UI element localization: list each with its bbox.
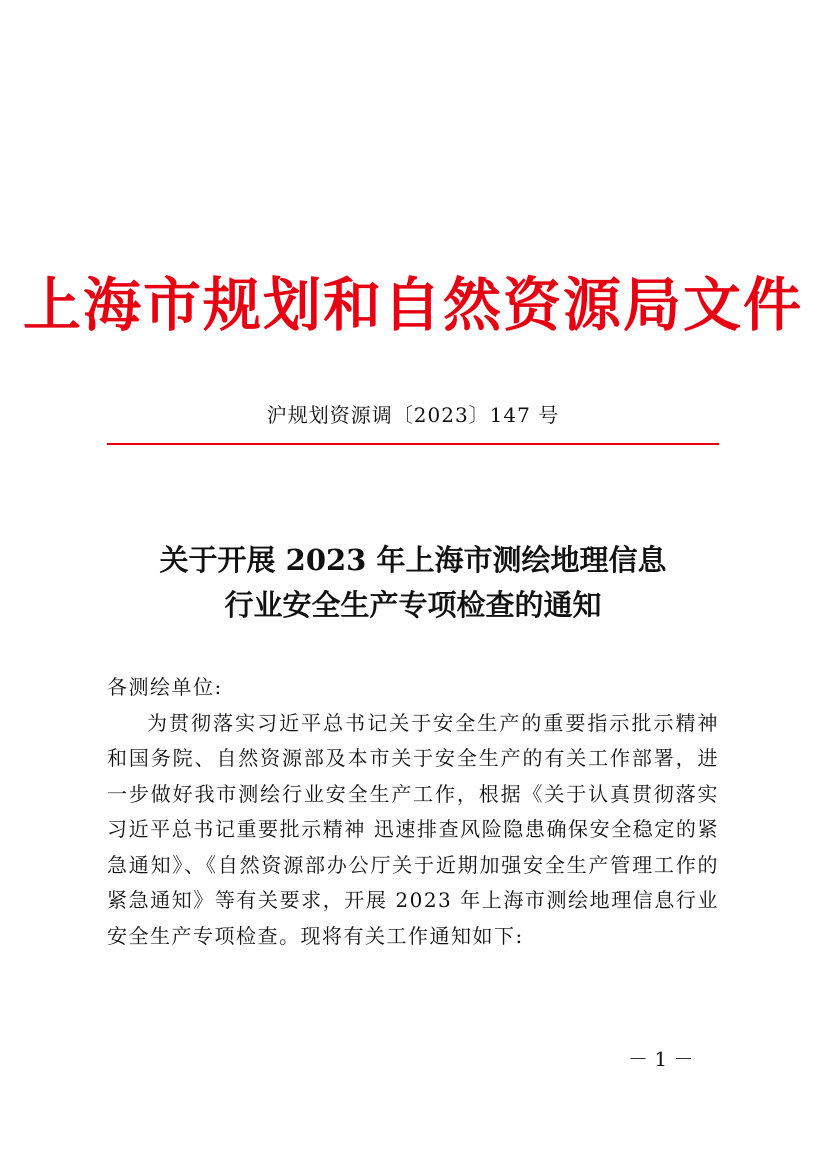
page-number: － 1 － bbox=[628, 1047, 694, 1071]
document-title bbox=[0, 538, 826, 628]
title-line-2: 行业安全生产专项检查的通知 bbox=[224, 588, 602, 622]
body-paragraph: 为贯彻落实习近平总书记关于安全生产的重要指示批示精神和国务院、自然资源部及本市关于安全生产的有关工作部署，进一步做好我市测绘行业安全生产工作，根据《关于认真贯彻落实习近平总书记重要批示精神 迅速排查风险隐患确保安全稳定的紧急通知》、《自然资源部办公厅关于近期加强安全生产管理工作的紧急通知》等有关要求，开展 2023 年上海市测绘地理信息行业安全生产专项检查。现将有关工作通知如下: bbox=[107, 710, 719, 948]
document-body bbox=[107, 670, 719, 954]
document-masthead: 上海市规划和自然资源局文件 bbox=[22, 271, 803, 339]
document-number: 沪规划资源调〔2023〕147 号 bbox=[266, 403, 560, 427]
salutation: 各测绘单位: bbox=[107, 675, 223, 699]
red-divider-line bbox=[107, 443, 719, 445]
title-line-1: 关于开展 2023 年上海市测绘地理信息 bbox=[159, 543, 667, 577]
